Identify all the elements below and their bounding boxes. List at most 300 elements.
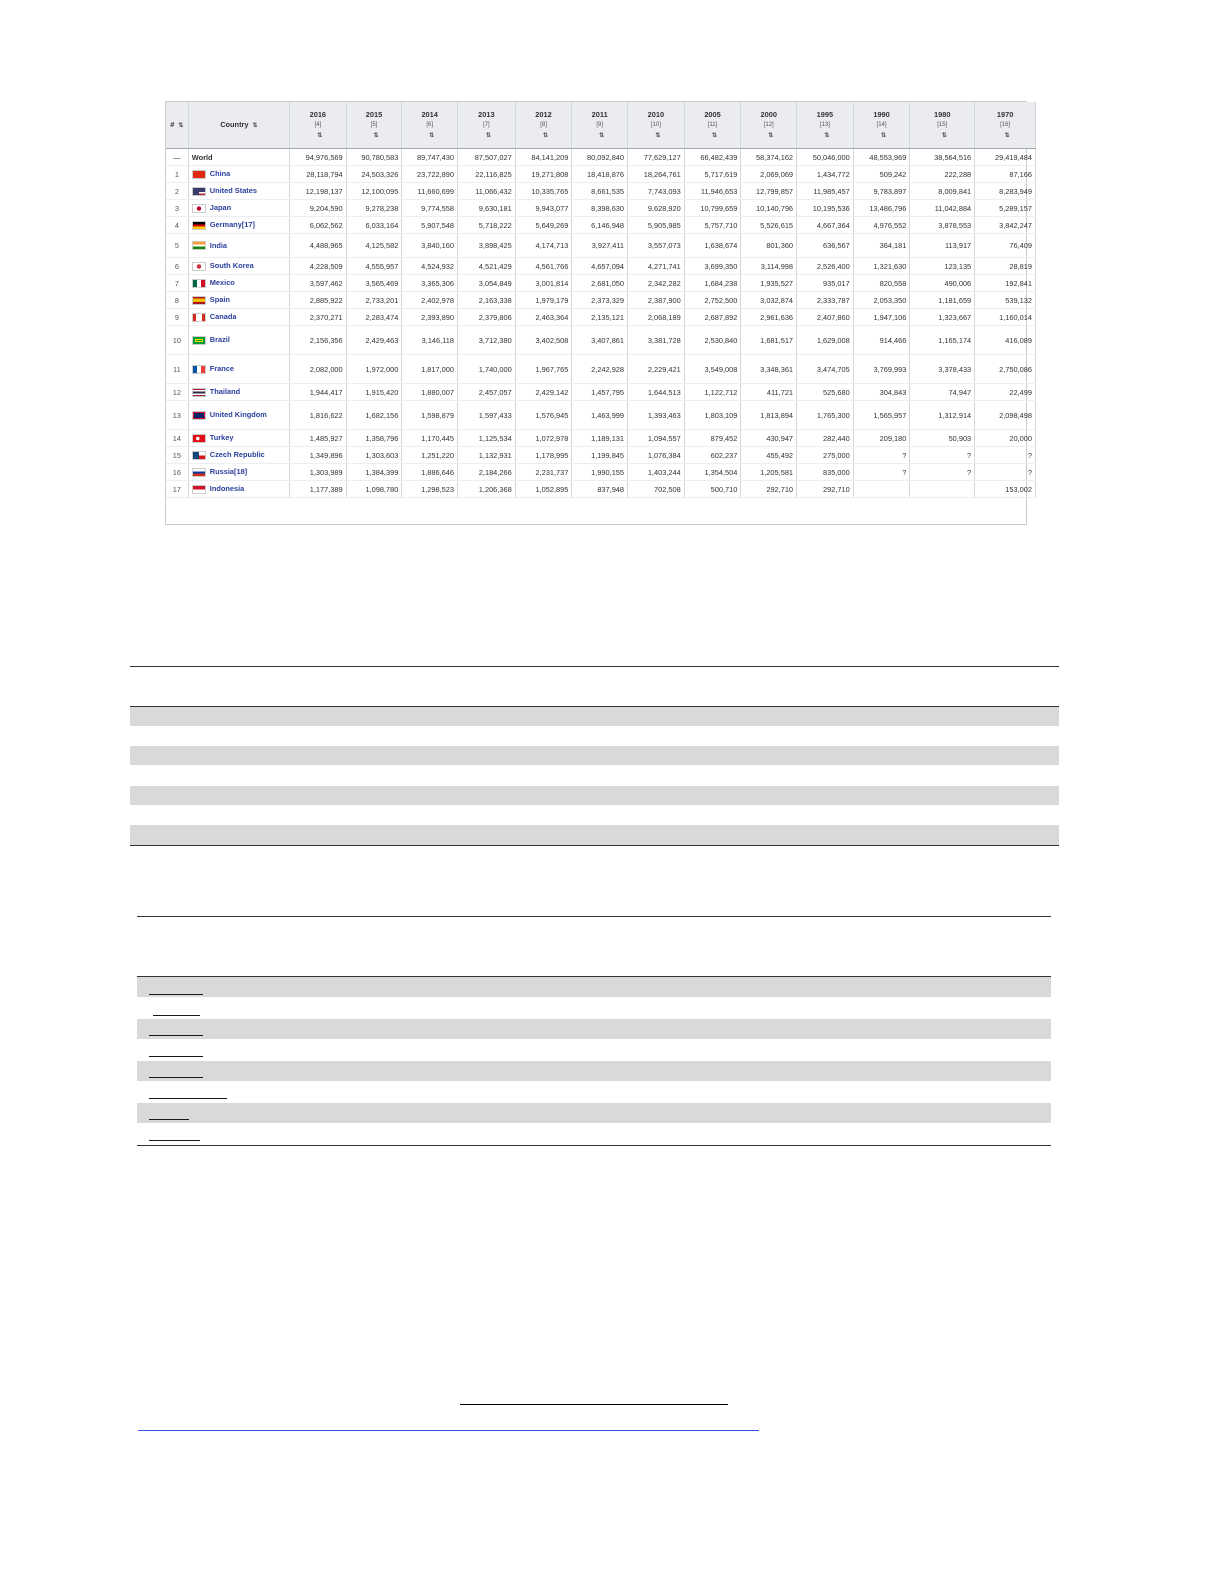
value-cell: 3,001,814 (515, 275, 572, 292)
column-header-label: 2005 (704, 109, 721, 119)
value-cell: 3,146,118 (402, 326, 458, 355)
column-header-ref: [14] (876, 121, 887, 128)
value-cell: 3,474,705 (797, 355, 854, 384)
value-cell: 9,628,920 (628, 200, 685, 217)
column-header-label: 2011 (591, 109, 608, 119)
column-header[interactable] (741, 102, 797, 149)
value-cell: 2,283,474 (346, 309, 402, 326)
value-cell: ? (910, 464, 975, 481)
value-cell: 1,740,000 (458, 355, 516, 384)
column-header-ref: [5] (370, 121, 378, 128)
india-flag-icon (192, 241, 206, 250)
value-cell: 7,743,093 (628, 183, 685, 200)
table-row (166, 326, 1036, 355)
value-cell: 3,407,861 (572, 326, 628, 355)
value-cell: 282,440 (797, 430, 854, 447)
sort-icon[interactable]: ⇅ (824, 132, 830, 139)
country-name[interactable]: United Kingdom (209, 410, 267, 420)
value-cell: 9,783,897 (853, 183, 910, 200)
value-cell: 539,132 (975, 292, 1036, 309)
rank-cell: 9 (166, 309, 188, 326)
column-header-ref: [7] (483, 121, 490, 128)
france-flag-icon (192, 365, 206, 374)
value-cell: 2,885,922 (289, 292, 346, 309)
value-cell: 837,948 (572, 481, 628, 498)
value-cell: 2,752,500 (684, 292, 741, 309)
sort-icon[interactable]: ⇅ (429, 132, 435, 139)
value-cell: 9,278,238 (346, 200, 402, 217)
sort-icon[interactable]: ⇅ (485, 132, 491, 139)
country-name[interactable]: Japan (209, 203, 232, 213)
value-cell: 3,378,433 (910, 355, 975, 384)
value-cell: 11,660,699 (402, 183, 458, 200)
value-cell: 29,419,484 (975, 149, 1036, 166)
country-cell[interactable] (188, 217, 289, 234)
value-cell: 3,565,469 (346, 275, 402, 292)
country-name[interactable]: Turkey (209, 433, 234, 443)
country-name[interactable]: China (209, 169, 231, 179)
germany-flag-icon (192, 221, 206, 230)
value-cell: 3,898,425 (458, 234, 516, 258)
value-cell: 1,947,106 (853, 309, 910, 326)
value-cell: 6,033,164 (346, 217, 402, 234)
value-cell: 10,140,796 (741, 200, 797, 217)
value-cell: 1,886,646 (402, 464, 458, 481)
value-cell: 23,722,890 (402, 166, 458, 183)
value-cell: 84,141,209 (515, 149, 572, 166)
value-cell: 2,231,737 (515, 464, 572, 481)
value-cell: 2,463,364 (515, 309, 572, 326)
column-header[interactable] (515, 102, 572, 149)
value-cell: 509,242 (853, 166, 910, 183)
value-cell: 2,530,840 (684, 326, 741, 355)
rank-cell: 2 (166, 183, 188, 200)
value-cell: 80,092,840 (572, 149, 628, 166)
value-cell: 153,002 (975, 481, 1036, 498)
value-cell: 2,184,266 (458, 464, 516, 481)
country-cell[interactable] (188, 166, 289, 183)
sort-icon[interactable]: ⇅ (768, 132, 774, 139)
table-row (166, 309, 1036, 326)
table-row (166, 183, 1036, 200)
value-cell: 209,180 (853, 430, 910, 447)
rank-cell: 3 (166, 200, 188, 217)
value-cell: 3,402,508 (515, 326, 572, 355)
country-cell[interactable] (188, 464, 289, 481)
column-header-ref: [11] (707, 121, 718, 128)
value-cell: 1,170,445 (402, 430, 458, 447)
value-cell: 87,166 (975, 166, 1036, 183)
table-bottom-rule (137, 1145, 1051, 1146)
value-cell: 1,935,527 (741, 275, 797, 292)
column-header[interactable] (684, 102, 741, 149)
value-cell: 1,434,772 (797, 166, 854, 183)
rank-cell: 8 (166, 292, 188, 309)
value-cell: 1,629,008 (797, 326, 854, 355)
table-row (166, 275, 1036, 292)
rank-cell: 11 (166, 355, 188, 384)
value-cell: 94,976,569 (289, 149, 346, 166)
table-row (137, 977, 1051, 997)
column-header-label: 1995 (816, 109, 834, 119)
value-cell: 1,323,667 (910, 309, 975, 326)
value-cell: 1,944,417 (289, 384, 346, 401)
value-cell: 11,985,457 (797, 183, 854, 200)
value-cell: 4,976,552 (853, 217, 910, 234)
country-cell[interactable] (188, 430, 289, 447)
value-cell: 1,765,300 (797, 401, 854, 430)
brazil-flag-icon (192, 336, 206, 345)
column-header-label: 2015 (365, 109, 383, 119)
value-cell: 2,068,189 (628, 309, 685, 326)
cell-underline (149, 1119, 189, 1120)
sort-icon[interactable]: ⇅ (655, 132, 661, 139)
cell-underline (153, 1015, 200, 1016)
country-cell[interactable] (188, 200, 289, 217)
column-header[interactable] (975, 102, 1036, 149)
country-name[interactable]: Germany[17] (209, 220, 255, 230)
value-cell: 1,597,433 (458, 401, 516, 430)
country-cell[interactable] (188, 234, 289, 258)
value-cell: 1,132,931 (458, 447, 516, 464)
value-cell: 10,335,765 (515, 183, 572, 200)
table-bottom-rule (130, 845, 1059, 846)
country-name[interactable]: India (209, 240, 228, 250)
value-cell: 1,052,895 (515, 481, 572, 498)
value-cell: 2,135,121 (572, 309, 628, 326)
value-cell: 914,466 (853, 326, 910, 355)
sort-icon[interactable]: ⇅ (599, 132, 605, 139)
column-header[interactable] (797, 102, 854, 149)
country-cell[interactable] (188, 292, 289, 309)
value-cell: 1,303,603 (346, 447, 402, 464)
column-header[interactable] (402, 102, 458, 149)
table-row (166, 464, 1036, 481)
value-cell: 2,242,928 (572, 355, 628, 384)
value-cell: 411,721 (741, 384, 797, 401)
column-header[interactable] (166, 102, 188, 149)
usa-flag-icon (192, 187, 206, 196)
value-cell: 11,066,432 (458, 183, 516, 200)
country-name[interactable]: France (209, 364, 235, 374)
value-cell: 935,017 (797, 275, 854, 292)
value-cell: 2,393,890 (402, 309, 458, 326)
cell-underline (149, 1077, 203, 1078)
table-header-row (166, 102, 1036, 149)
value-cell: 90,780,583 (346, 149, 402, 166)
table-top-rule (137, 916, 1051, 917)
column-header-label: 1970 (996, 109, 1014, 119)
value-cell: 8,009,841 (910, 183, 975, 200)
rank-cell: 1 (166, 166, 188, 183)
empty-table-2 (137, 916, 1051, 1147)
table-row (137, 1019, 1051, 1039)
country-cell[interactable] (188, 384, 289, 401)
cell-underline (149, 1098, 227, 1099)
rank-cell: 15 (166, 447, 188, 464)
value-cell: 2,370,271 (289, 309, 346, 326)
table-row (166, 258, 1036, 275)
value-cell: 1,321,630 (853, 258, 910, 275)
value-cell: 1,576,945 (515, 401, 572, 430)
value-cell: 113,917 (910, 234, 975, 258)
country-name[interactable]: United States (209, 186, 257, 196)
value-cell: 364,181 (853, 234, 910, 258)
value-cell: 1,990,155 (572, 464, 628, 481)
country-name[interactable]: South Korea (209, 261, 254, 271)
korea-flag-icon (192, 262, 206, 271)
value-cell: 1,125,534 (458, 430, 516, 447)
value-cell: 2,333,787 (797, 292, 854, 309)
country-name[interactable]: Russia[18] (209, 467, 248, 477)
value-cell: 192,841 (975, 275, 1036, 292)
value-cell: 835,000 (797, 464, 854, 481)
value-cell: ? (975, 447, 1036, 464)
country-name[interactable]: World (191, 152, 213, 162)
russia-flag-icon (192, 468, 206, 477)
value-cell: 1,354,504 (684, 464, 741, 481)
country-name[interactable]: Mexico (209, 278, 235, 288)
value-cell: 12,198,137 (289, 183, 346, 200)
value-cell: 2,069,069 (741, 166, 797, 183)
value-cell: 1,463,999 (572, 401, 628, 430)
value-cell: 22,116,825 (458, 166, 516, 183)
value-cell: 1,177,389 (289, 481, 346, 498)
value-cell: 1,384,399 (346, 464, 402, 481)
value-cell: 2,379,806 (458, 309, 516, 326)
value-cell: 3,712,380 (458, 326, 516, 355)
value-cell: 2,687,892 (684, 309, 741, 326)
table-row (166, 384, 1036, 401)
value-cell: 2,053,350 (853, 292, 910, 309)
value-cell: 2,526,400 (797, 258, 854, 275)
value-cell: 18,264,761 (628, 166, 685, 183)
value-cell: 2,457,057 (458, 384, 516, 401)
value-cell: 3,381,728 (628, 326, 685, 355)
column-header-label: 2013 (478, 109, 495, 119)
country-name[interactable]: Thailand (209, 387, 241, 397)
column-header-label: 2000 (760, 109, 777, 119)
column-header-ref: [15] (937, 121, 948, 128)
value-cell: 1,206,368 (458, 481, 516, 498)
country-name[interactable]: Czech Republic (209, 450, 265, 460)
value-cell: 13,486,796 (853, 200, 910, 217)
value-cell: 1,312,914 (910, 401, 975, 430)
value-cell: ? (910, 447, 975, 464)
sort-icon[interactable]: ⇅ (317, 132, 323, 139)
value-cell: 12,100,095 (346, 183, 402, 200)
value-cell: 9,943,077 (515, 200, 572, 217)
value-cell: 19,271,808 (515, 166, 572, 183)
value-cell: 1,813,894 (741, 401, 797, 430)
value-cell: 2,156,356 (289, 326, 346, 355)
value-cell: 1,598,879 (402, 401, 458, 430)
value-cell: 5,526,615 (741, 217, 797, 234)
cell-underline (149, 1035, 203, 1036)
table-row (166, 200, 1036, 217)
sort-icon[interactable]: ⇅ (543, 132, 549, 139)
country-cell[interactable] (188, 355, 289, 384)
value-cell: 5,718,222 (458, 217, 516, 234)
value-cell: 1,565,957 (853, 401, 910, 430)
value-cell: 2,681,050 (572, 275, 628, 292)
value-cell: 2,229,421 (628, 355, 685, 384)
footnote-link-underline[interactable] (138, 1430, 759, 1431)
country-name[interactable]: Indonesia (209, 484, 245, 494)
table-row (166, 217, 1036, 234)
value-cell: 123,135 (910, 258, 975, 275)
table-row (137, 1103, 1051, 1123)
country-cell[interactable] (188, 326, 289, 355)
value-cell: 1,160,014 (975, 309, 1036, 326)
column-header[interactable] (853, 102, 910, 149)
value-cell: 3,549,008 (684, 355, 741, 384)
column-header-ref: [10] (650, 121, 661, 128)
table-row (130, 707, 1059, 726)
value-cell: 1,644,513 (628, 384, 685, 401)
value-cell: 1,816,622 (289, 401, 346, 430)
value-cell: 1,098,780 (346, 481, 402, 498)
value-cell: 4,657,094 (572, 258, 628, 275)
value-cell: 9,774,558 (402, 200, 458, 217)
value-cell: 602,237 (684, 447, 741, 464)
value-cell: 3,348,361 (741, 355, 797, 384)
column-header[interactable] (289, 102, 346, 149)
column-header-ref: [13] (819, 121, 830, 128)
value-cell: 2,387,900 (628, 292, 685, 309)
value-cell: 77,629,127 (628, 149, 685, 166)
value-cell: 4,271,741 (628, 258, 685, 275)
value-cell: 4,524,932 (402, 258, 458, 275)
value-cell: 2,402,978 (402, 292, 458, 309)
value-cell: ? (853, 447, 910, 464)
sort-icon[interactable]: ⇅ (373, 132, 379, 139)
value-cell: 74,947 (910, 384, 975, 401)
column-header[interactable] (188, 102, 289, 149)
value-cell: 3,927,411 (572, 234, 628, 258)
value-cell: 2,407,860 (797, 309, 854, 326)
value-cell (910, 481, 975, 498)
value-cell: 9,630,181 (458, 200, 516, 217)
table-row (166, 234, 1036, 258)
country-name[interactable]: Spain (209, 295, 230, 305)
value-cell: 1,457,795 (572, 384, 628, 401)
country-cell[interactable] (188, 183, 289, 200)
column-header[interactable] (628, 102, 685, 149)
value-cell: 3,597,462 (289, 275, 346, 292)
value-cell: 8,283,949 (975, 183, 1036, 200)
value-cell: 1,251,220 (402, 447, 458, 464)
value-cell: 50,046,000 (797, 149, 854, 166)
value-cell: 3,840,160 (402, 234, 458, 258)
country-cell[interactable] (188, 447, 289, 464)
value-cell: 525,680 (797, 384, 854, 401)
rank-cell: 7 (166, 275, 188, 292)
value-cell: 490,006 (910, 275, 975, 292)
country-cell[interactable] (188, 149, 289, 166)
uk-flag-icon (192, 411, 206, 420)
table-top-rule (130, 666, 1059, 667)
country-name[interactable]: Brazil (209, 335, 230, 345)
value-cell: 3,557,073 (628, 234, 685, 258)
column-header[interactable] (346, 102, 402, 149)
value-cell: 1,803,109 (684, 401, 741, 430)
value-cell: 5,905,985 (628, 217, 685, 234)
production-table (166, 102, 1036, 498)
value-cell: 1,967,765 (515, 355, 572, 384)
value-cell: 3,114,998 (741, 258, 797, 275)
value-cell: 8,661,535 (572, 183, 628, 200)
value-cell: 1,915,420 (346, 384, 402, 401)
table-row (166, 292, 1036, 309)
column-header[interactable] (910, 102, 975, 149)
value-cell: 500,710 (684, 481, 741, 498)
country-name[interactable]: Canada (209, 312, 237, 322)
value-cell: ? (853, 464, 910, 481)
value-cell: 1,393,463 (628, 401, 685, 430)
thailand-flag-icon (192, 388, 206, 397)
value-cell: 1,205,581 (741, 464, 797, 481)
spain-flag-icon (192, 296, 206, 305)
column-header[interactable] (458, 102, 516, 149)
value-cell: 89,747,430 (402, 149, 458, 166)
country-cell[interactable] (188, 275, 289, 292)
value-cell: 2,163,338 (458, 292, 516, 309)
value-cell: 6,146,948 (572, 217, 628, 234)
value-cell: 801,360 (741, 234, 797, 258)
value-cell: 38,564,516 (910, 149, 975, 166)
table-row (166, 430, 1036, 447)
sort-icon[interactable]: ⇅ (881, 132, 887, 139)
sort-icon[interactable]: ⇅ (941, 132, 947, 139)
sort-icon[interactable]: ⇅ (712, 132, 718, 139)
country-cell[interactable] (188, 481, 289, 498)
sort-icon[interactable]: ⇅ (1004, 132, 1010, 139)
czech-flag-icon (192, 451, 206, 460)
value-cell: 1,181,659 (910, 292, 975, 309)
column-header-label: 2010 (647, 109, 665, 119)
value-cell: 5,907,548 (402, 217, 458, 234)
value-cell: 2,082,000 (289, 355, 346, 384)
table-body (166, 149, 1036, 498)
country-cell[interactable] (188, 258, 289, 275)
value-cell: 1,076,384 (628, 447, 685, 464)
column-header[interactable] (572, 102, 628, 149)
value-cell: 4,228,509 (289, 258, 346, 275)
column-header-label: 2016 (309, 109, 327, 119)
column-header-ref: [8] (540, 121, 547, 128)
empty-table-1 (130, 666, 1059, 846)
rank-cell: 10 (166, 326, 188, 355)
value-cell: 5,757,710 (684, 217, 741, 234)
value-cell: 10,799,659 (684, 200, 741, 217)
table-row (166, 355, 1036, 384)
country-cell[interactable] (188, 309, 289, 326)
sort-icon[interactable]: ⇅ (252, 122, 258, 129)
indonesia-flag-icon (192, 485, 206, 494)
value-cell: 1,303,989 (289, 464, 346, 481)
rank-cell: 13 (166, 401, 188, 430)
value-cell: 2,098,498 (975, 401, 1036, 430)
sort-icon[interactable]: ⇅ (178, 122, 184, 129)
value-cell: 1,358,796 (346, 430, 402, 447)
rank-cell: 17 (166, 481, 188, 498)
rank-cell: 12 (166, 384, 188, 401)
value-cell: 1,972,000 (346, 355, 402, 384)
country-cell[interactable] (188, 401, 289, 430)
value-cell: 1,094,557 (628, 430, 685, 447)
value-cell: 6,062,562 (289, 217, 346, 234)
